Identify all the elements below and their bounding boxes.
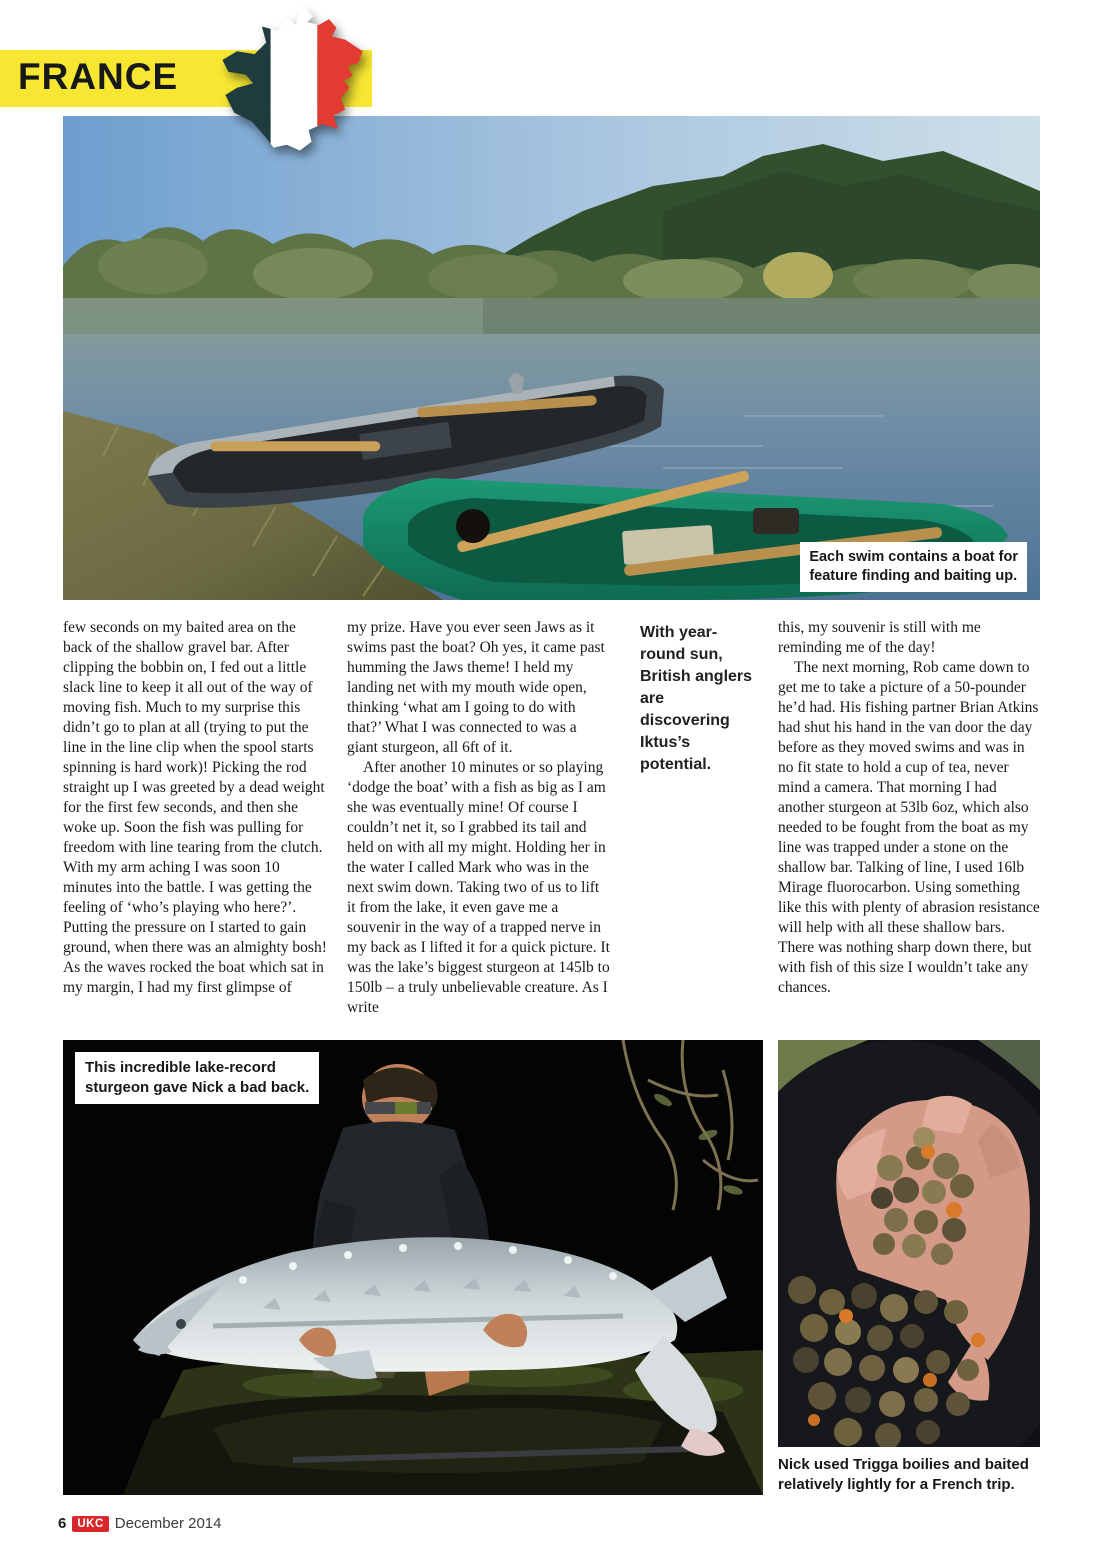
hero-caption <box>800 542 1027 592</box>
lake-photo-art <box>63 116 1040 600</box>
article-column-1 <box>63 618 327 998</box>
boilies-photo-art <box>778 1040 1040 1447</box>
lake-photo <box>63 116 1040 600</box>
paragraph: few seconds on my baited area on the back of the shallow gravel bar. After clipping the bobbin on, I fed out a little slack line to keep it all out of the way of moving fish. Much to my surprise this didn’t go to plan at all (trying to put the line in the line clip when the spool starts spinning is hard work)! Picking the rod straight up I was greeted by a dead weight for the first few seconds, and then she woke up. Soon the fish was pulling for freedom with line tearing from the clutch. With my arm aching I was soon 10 minutes into the battle. I was getting the feeling of ‘who’s playing who here?’. Putting the pressure on I started to gain ground, when there was an almighty bosh! As the waves rocked the boat which sat in my margin, I had my first glimpse of <box>63 619 327 996</box>
france-map-icon <box>218 6 370 152</box>
sturgeon-caption-line1: This incredible lake-record <box>85 1059 276 1076</box>
paragraph: my prize. Have you ever seen Jaws as it swims past the boat? Oh yes, it came past humming the Jaws theme! I held my landing net with my mouth wide open, thinking ‘what am I going to do with that?’ What I was connected to was a giant sturgeon, all 6ft of it. <box>347 619 605 756</box>
pull-quote: With year-round sun, British anglers are discovering Iktus’s potential. <box>640 624 753 773</box>
sturgeon-caption-line2: sturgeon gave Nick a bad back. <box>85 1079 310 1096</box>
boilies-caption: Nick used Trigga boilies and baited relatively lightly for a French trip. <box>778 1456 1029 1493</box>
page-footer <box>58 1515 222 1532</box>
article-column-2 <box>347 618 611 1018</box>
ukc-brand-badge: UKC <box>72 1516 108 1532</box>
sturgeon-photo-art <box>63 1040 763 1495</box>
issue-date: December 2014 <box>114 1515 222 1532</box>
paragraph: this, my souvenir is still with me reminding me of the day! <box>778 619 981 656</box>
article-column-3 <box>778 618 1042 998</box>
paragraph: After another 10 minutes or so playing ‘dodge the boat’ with a fish as big as I am she was eventually mine! Of course I couldn’t net it, so I grabbed its tail and held on with all my might. Holding her in the water I called Mark who was in the next swim down. Taking two of us to lift it from the lake, it even gave me a souvenir in the way of a trapped nerve in my back as I lifted it for a quick picture. It was the lake’s biggest sturgeon at 145lb to 150lb – a truly unbelievable creature. As I write <box>347 759 610 1016</box>
page-number: 6 <box>58 1515 67 1532</box>
sturgeon-caption <box>75 1052 319 1104</box>
hero-caption-line1: Each swim contains a boat for <box>809 549 1018 565</box>
paragraph: The next morning, Rob came down to get me to take a picture of a 50-pounder he’d had. His fishing partner Brian Atkins had shut his hand in the van door the day before as they moved swims and was in no fit state to hold a cup of tea, never mind a camera. That morning I had another sturgeon at 53lb 6oz, which also needed to be fought from the boat as my line was trapped under a stone on the shallow bar. Talking of line, I used 16lb Mirage fluorocarbon. Using something like this with plenty of abrasion resistance will help with all these shallow bars. There was nothing sharp down there, but with fish of this size I wouldn’t take any chances. <box>778 659 1040 996</box>
sturgeon-photo <box>63 1040 763 1495</box>
boilies-photo <box>778 1040 1040 1447</box>
page-title: FRANCE <box>18 56 179 97</box>
hero-caption-line2: feature finding and baiting up. <box>809 568 1018 584</box>
